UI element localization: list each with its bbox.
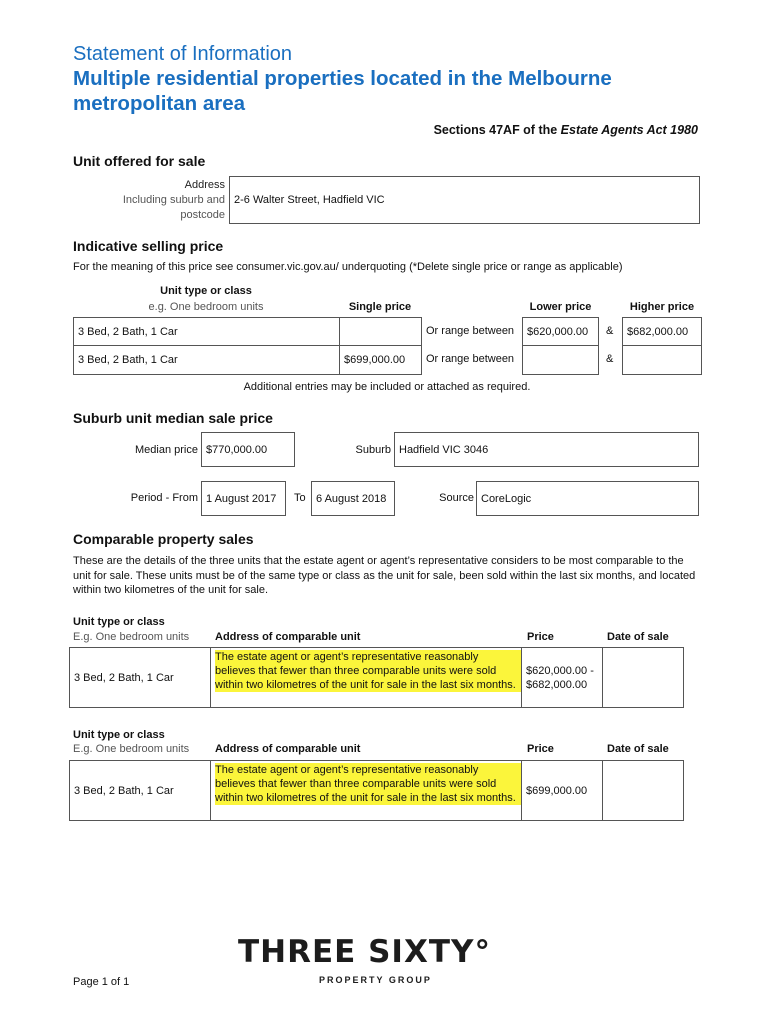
address-field[interactable]: [229, 176, 700, 224]
comp1-price-value: $620,000.00 - $682,000.00: [526, 664, 594, 691]
suburb-value: Hadfield VIC 3046: [399, 443, 489, 456]
comp1-unit-value: 3 Bed, 2 Bath, 1 Car: [74, 671, 174, 684]
comp2-address-value: The estate agent or agent’s representative reasonably believes that fewer than three comparable units were sold within two kilometres of the unit for sale in the last six months.: [215, 763, 521, 805]
comparable-heading: Comparable property sales: [73, 531, 254, 547]
comp1-col-unit-example: E.g. One bedroom units: [73, 631, 190, 643]
sections-reference: [434, 123, 698, 137]
period-from-value: 1 August 2017: [206, 492, 277, 505]
company-logo-subtitle: PROPERTY GROUP: [319, 975, 432, 985]
median-price-field[interactable]: [201, 432, 295, 467]
comp2-date-cell[interactable]: [602, 760, 684, 821]
address-value: 2-6 Walter Street, Hadfield VIC: [234, 194, 385, 206]
comp2-col-date: Date of sale: [607, 743, 669, 755]
comp1-col-price: Price: [527, 631, 554, 643]
indicative-row1-amp: &: [606, 325, 614, 337]
indicative-row1-range-text: Or range between: [426, 325, 515, 337]
additional-entries-note: Additional entries may be included or attached as required.: [243, 381, 531, 393]
comp1-address-value: The estate agent or agent’s representative reasonably believes that fewer than three comparable units were sold within two kilometres of the unit for sale in the last six months.: [215, 650, 521, 692]
page-number: Page 1 of 1: [73, 976, 130, 988]
unit-offered-heading: Unit offered for sale: [73, 153, 206, 169]
to-label: To: [294, 492, 306, 504]
indicative-row2-higher[interactable]: [622, 345, 702, 375]
median-heading: Suburb unit median sale price: [73, 410, 273, 426]
comp2-address-cell[interactable]: [210, 760, 522, 821]
address-label-line1: Address: [184, 179, 225, 191]
comparable-intro: These are the details of the three units that the estate agent or agent’s representative considers to be most comparable to the unit for sale. These units must be of the same type or class as the unit for sale, been sold within the last six months, and located within two kilometres of the unit for sale.: [73, 555, 696, 596]
comp1-unit-cell[interactable]: [69, 647, 211, 708]
indicative-row1-unit[interactable]: [73, 317, 340, 346]
period-from-label: Period - From: [130, 492, 198, 504]
indicative-row1-higher-value: $682,000.00: [627, 325, 689, 338]
comp2-col-address: Address of comparable unit: [215, 743, 361, 755]
indicative-row2-single-value: $699,000.00: [344, 354, 406, 366]
col-unit-type: Unit type or class: [160, 285, 252, 297]
col-lower-price: Lower price: [529, 301, 592, 313]
source-field[interactable]: [476, 481, 699, 516]
sections-prefix: Sections 47AF of the: [433, 123, 561, 137]
statement-heading: Statement of Information: [73, 43, 293, 65]
comp1-address-cell[interactable]: [210, 647, 522, 708]
indicative-row1-lower-value: $620,000.00: [527, 325, 589, 338]
comp2-unit-cell[interactable]: [69, 760, 211, 821]
median-price-value: $770,000.00: [206, 443, 268, 456]
indicative-row1-single[interactable]: [339, 317, 422, 346]
period-to-field[interactable]: [311, 481, 395, 516]
col-single-price: Single price: [348, 301, 412, 313]
comp2-col-unit-type: Unit type or class: [73, 729, 165, 741]
period-from-field[interactable]: [201, 481, 286, 516]
indicative-row2-range-text: Or range between: [426, 353, 515, 365]
document-title: Multiple residential properties located in the Melbourne metropolitan area: [73, 67, 612, 115]
address-label-line3: postcode: [180, 209, 225, 221]
comp2-col-price: Price: [527, 743, 554, 755]
source-label: Source: [439, 492, 474, 504]
indicative-row1-lower[interactable]: [522, 317, 599, 346]
comp1-price-cell[interactable]: [521, 647, 603, 708]
source-value: CoreLogic: [481, 492, 532, 505]
suburb-field[interactable]: [394, 432, 699, 467]
address-label: [100, 178, 225, 223]
comp2-price-value: $699,000.00: [526, 784, 588, 797]
indicative-row1-unit-value: 3 Bed, 2 Bath, 1 Car: [78, 325, 178, 338]
indicative-row2-single[interactable]: [339, 345, 422, 375]
indicative-note: For the meaning of this price see consumer.vic.gov.au/ underquoting (*Delete single price or range as applicable): [73, 261, 623, 273]
median-price-label: Median price: [135, 444, 198, 456]
sections-act: Estate Agents Act 1980: [560, 123, 698, 137]
comp1-col-unit-type: Unit type or class: [73, 616, 165, 628]
period-to-value: 6 August 2018: [316, 492, 387, 505]
comp2-col-unit-example: E.g. One bedroom units: [73, 743, 190, 755]
indicative-heading: Indicative selling price: [73, 238, 224, 254]
comp1-col-address: Address of comparable unit: [215, 631, 361, 643]
indicative-row2-unit-value: 3 Bed, 2 Bath, 1 Car: [78, 354, 178, 366]
comp1-date-cell[interactable]: [602, 647, 684, 708]
comp2-unit-value: 3 Bed, 2 Bath, 1 Car: [74, 784, 174, 797]
indicative-row2-amp: &: [606, 353, 614, 365]
suburb-label: Suburb: [355, 444, 391, 456]
col-unit-example: e.g. One bedroom units: [148, 301, 264, 313]
col-higher-price: Higher price: [629, 301, 695, 313]
address-label-line2: Including suburb and: [122, 194, 225, 206]
indicative-row2-lower[interactable]: [522, 345, 599, 375]
comp1-col-date: Date of sale: [607, 631, 669, 643]
indicative-row1-higher[interactable]: [622, 317, 702, 346]
comp2-price-cell[interactable]: [521, 760, 603, 821]
indicative-row2-unit[interactable]: [73, 345, 340, 375]
company-logo: THREE SIXTY°: [238, 934, 491, 970]
